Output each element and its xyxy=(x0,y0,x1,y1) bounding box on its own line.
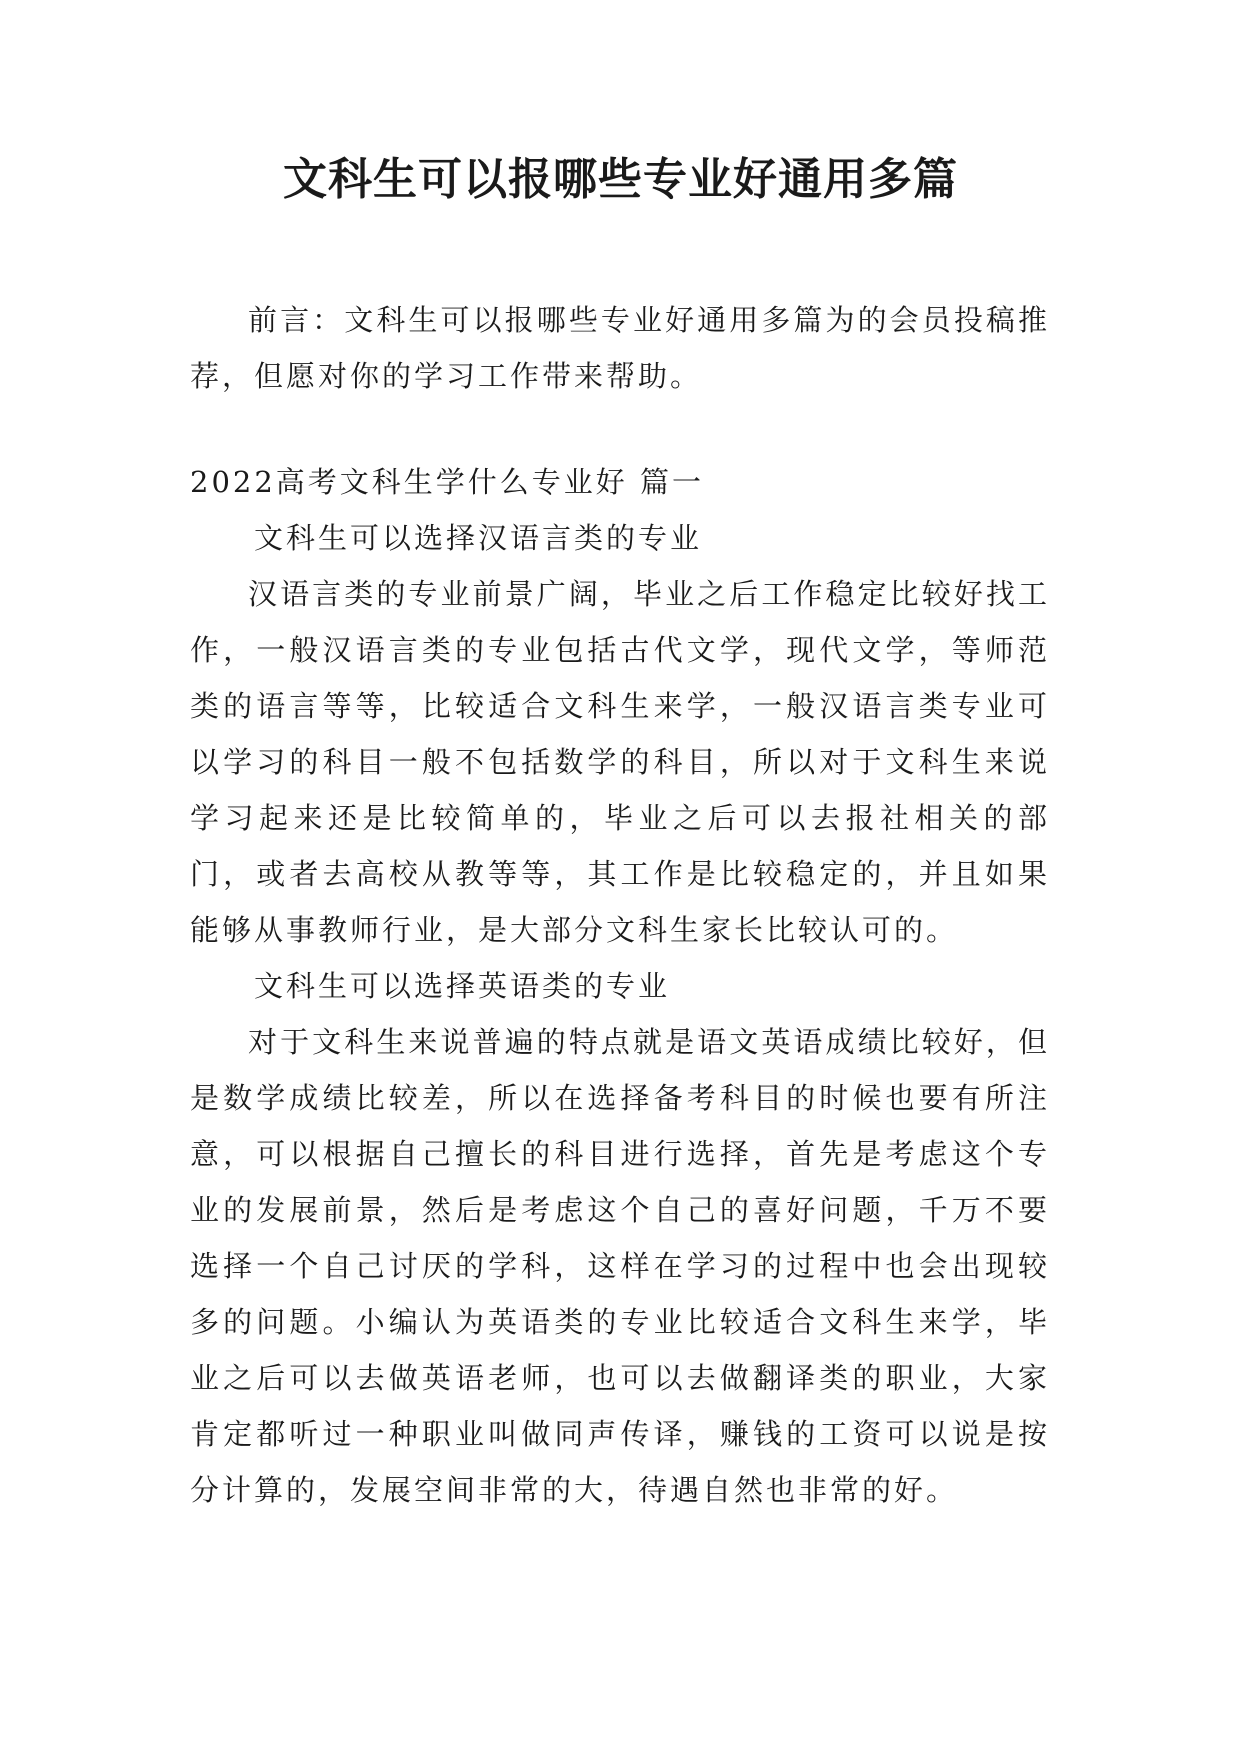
subheading-english-major: 文科生可以选择英语类的专业 xyxy=(254,969,671,1003)
document-body xyxy=(190,292,1050,1518)
preface-paragraph: 前言：文科生可以报哪些专业好通用多篇为的会员投稿推荐，但愿对你的学习工作带来帮助。 xyxy=(190,303,1050,393)
document-title: 文科生可以报哪些专业好通用多篇 xyxy=(283,154,958,205)
subheading-chinese-major: 文科生可以选择汉语言类的专业 xyxy=(254,521,703,555)
paragraph-english-major: 对于文科生来说普遍的特点就是语文英语成绩比较好，但是数学成绩比较差，所以在选择备考科目的时候也要有所注意，可以根据自己擅长的科目进行选择，首先是考虑这个专业的发展前景，然后是考虑这个自己的喜好问题，千万不要选择一个自己讨厌的学科，这样在学习的过程中也会出现较多的问题。小编认为英语类的专业比较适合文科生来学，毕业之后可以去做英语老师，也可以去做翻译类的职业，大家肯定都听过一种职业叫做同声传译，赚钱的工资可以说是按分计算的，发展空间非常的大，待遇自然也非常的好。 xyxy=(190,1025,1050,1507)
section-heading: 2022高考文科生学什么专业好 篇一 xyxy=(190,465,705,499)
paragraph-chinese-major: 汉语言类的专业前景广阔，毕业之后工作稳定比较好找工作，一般汉语言类的专业包括古代文学，现代文学，等师范类的语言等等，比较适合文科生来学，一般汉语言类专业可以学习的科目一般不包括数学的科目，所以对于文科生来说学习起来还是比较简单的，毕业之后可以去报社相关的部门，或者去高校从教等等，其工作是比较稳定的，并且如果能够从事教师行业，是大部分文科生家长比较认可的。 xyxy=(190,577,1050,947)
